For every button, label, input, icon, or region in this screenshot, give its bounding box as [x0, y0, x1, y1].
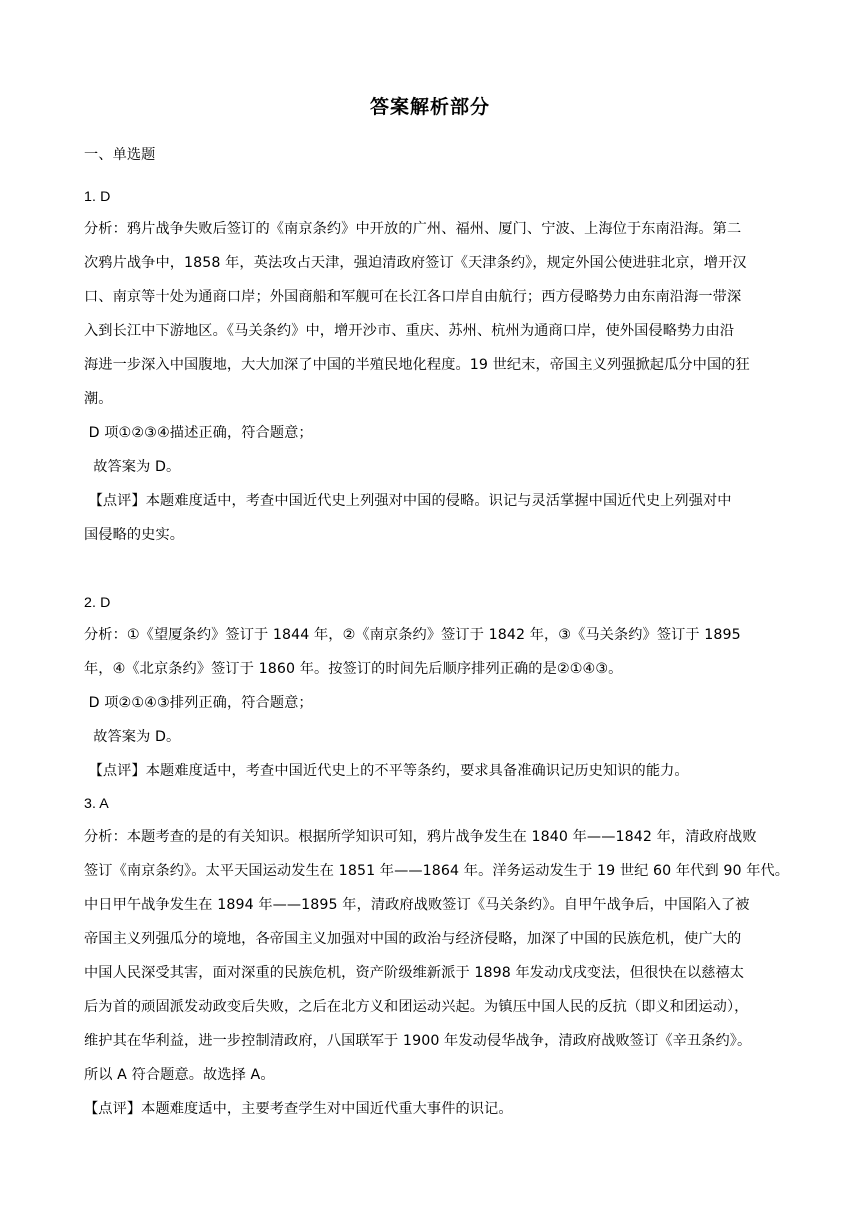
question-1-line: 入到长江中下游地区。《马关条约》中，增开沙市、重庆、苏州、杭州为通商口岸，使外国侵略势力由沿 — [84, 323, 735, 339]
question-3-line: 分析：本题考查的是的有关知识。根据所学知识可知，鸦片战争发生在 1840 年——1842 年，清政府战败 — [84, 829, 757, 845]
question-3-line: 帝国主义列强瓜分的境地，各帝国主义加强对中国的政治与经济侵略，加深了中国的民族危机，使广大的 — [84, 931, 742, 947]
question-1-line: D 项①②③④描述正确，符合题意； — [84, 425, 313, 441]
question-1-line: 海进一步深入中国腹地，大大加深了中国的半殖民地化程度。19 世纪末，帝国主义列强掀起瓜分中国的狂 — [84, 357, 750, 373]
question-1-comment: 【点评】本题难度适中，考查中国近代史上列强对中国的侵略。识记与灵活掌握中国近代史上列强对中 — [84, 493, 732, 509]
question-2-heading: 2. D — [84, 595, 111, 611]
question-2-line: 故答案为 D。 — [84, 729, 181, 745]
question-1-comment: 国侵略的史实。 — [84, 527, 185, 543]
question-1-heading: 1. D — [84, 189, 111, 205]
question-3-line: 中日甲午战争发生在 1894 年——1895 年，清政府战败签订《马关条约》。自甲午战争后，中国陷入了被 — [84, 897, 750, 913]
question-3-line: 维护其在华利益，进一步控制清政府，八国联军于 1900 年发动侵华战争，清政府战败签订《辛丑条约》。 — [84, 1033, 752, 1049]
question-1-line: 分析：鸦片战争失败后签订的《南京条约》中开放的广州、福州、厦门、宁波、上海位于东南沿海。第二 — [84, 221, 742, 237]
section-heading: 一、单选题 — [84, 147, 156, 163]
question-2-line: 分析：①《望厦条约》签订于 1844 年，②《南京条约》签订于 1842 年，③《马关条约》签订于 1895 — [84, 627, 741, 643]
question-3-line: 后为首的顽固派发动政变后失败，之后在北方义和团运动兴起。为镇压中国人民的反抗（即义和团运动）， — [84, 999, 749, 1015]
question-3-comment: 【点评】本题难度适中，主要考查学生对中国近代重大事件的识记。 — [84, 1101, 513, 1117]
question-2-line: 年，④《北京条约》签订于 1860 年。按签订的时间先后顺序排列正确的是②①④③。 — [84, 661, 623, 677]
question-3-line: 签订《南京条约》。太平天国运动发生在 1851 年——1864 年。洋务运动发生于 19 世纪 60 年代到 90 年代。 — [84, 863, 790, 879]
question-1-line: 次鸦片战争中，1858 年，英法攻占天津，强迫清政府签订《天津条约》，规定外国公使进驻北京，增开汉 — [84, 255, 747, 271]
question-1-line: 口、南京等十处为通商口岸；外国商船和军舰可在长江各口岸自由航行；西方侵略势力由东南沿海一带深 — [84, 289, 742, 305]
question-3-line: 所以 A 符合题意。故选择 A。 — [84, 1067, 275, 1083]
question-3-heading: 3. A — [84, 796, 109, 812]
question-1-line: 故答案为 D。 — [84, 459, 181, 475]
question-2-comment: 【点评】本题难度适中，考查中国近代史上的不平等条约，要求具备准确识记历史知识的能力。 — [84, 763, 689, 779]
question-3-line: 中国人民深受其害，面对深重的民族危机，资产阶级维新派于 1898 年发动戊戌变法，但很快在以慈禧太 — [84, 965, 745, 981]
question-2-line: D 项②①④③排列正确，符合题意； — [84, 695, 313, 711]
question-1-line: 潮。 — [84, 391, 113, 407]
page-title: 答案解析部分 — [369, 96, 490, 118]
